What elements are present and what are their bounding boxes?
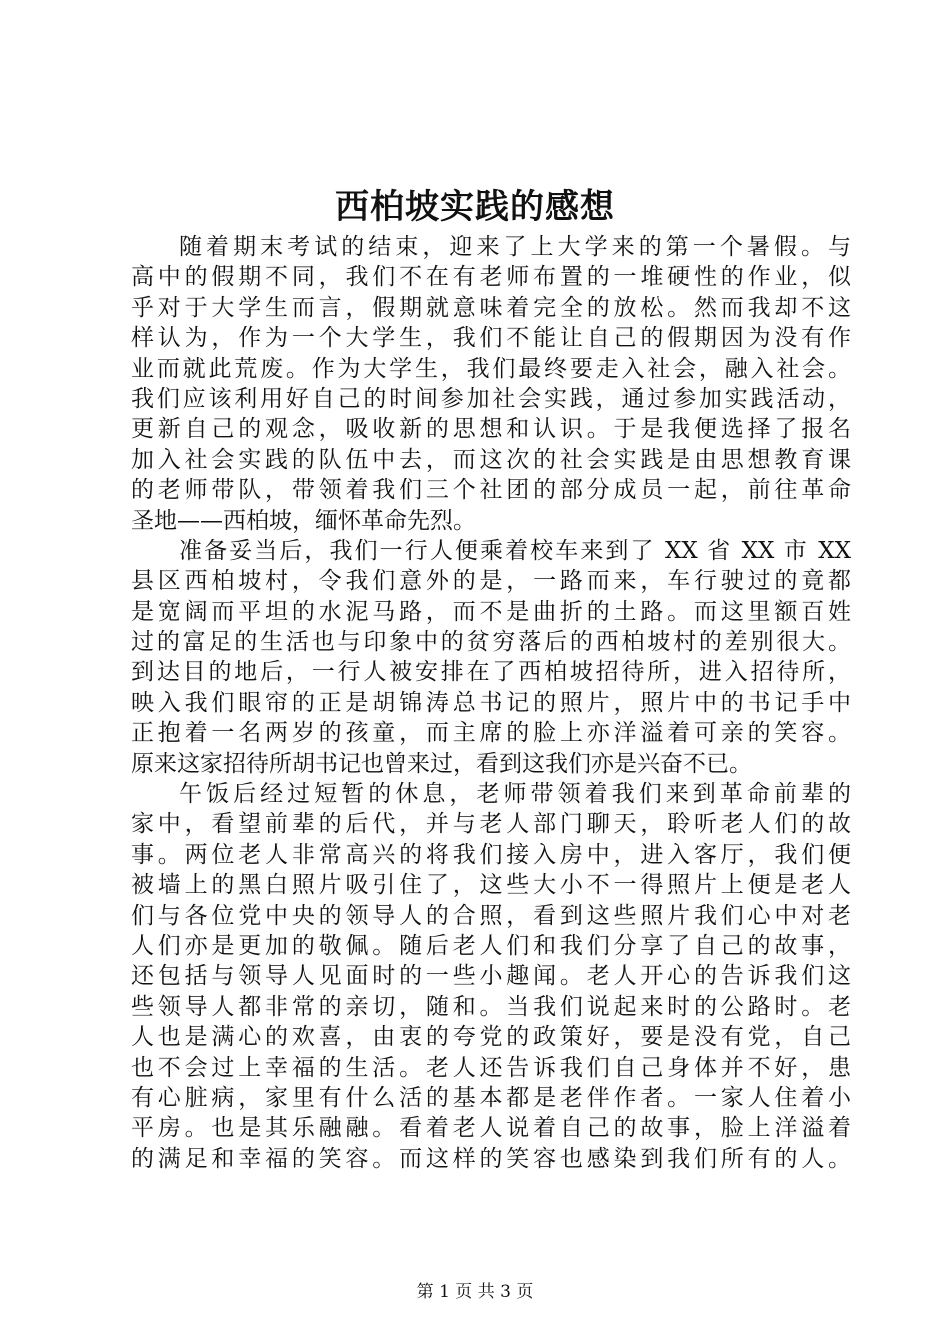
paragraph-3-line: 平房。也是其乐融融。看着老人说着自己的故事，脸上洋溢着: [131, 1115, 851, 1142]
paragraph-3-line: 午饭后经过短暂的休息，老师带领着我们来到革命前辈的: [179, 781, 851, 808]
paragraph-2-line: 准备妥当后，我们一行人便乘着校车来到了 XX 省 XX 市 XX: [179, 537, 851, 564]
page-number-footer: 第 1 页 共 3 页: [416, 1282, 534, 1302]
document-title: 西柏坡实践的感想: [335, 187, 615, 227]
paragraph-1-line: 我们应该利用好自己的时间参加社会实践，通过参加实践活动，: [131, 385, 851, 412]
paragraph-2-line: 县区西柏坡村，令我们意外的是，一路而来，车行驶过的竟都: [131, 568, 851, 595]
paragraph-1-line: 圣地——西柏坡，缅怀革命先烈。: [131, 507, 476, 534]
paragraph-1-line: 加入社会实践的队伍中去，而这次的社会实践是由思想教育课: [131, 446, 851, 473]
paragraph-1-line: 高中的假期不同，我们不在有老师布置的一堆硬性的作业，似: [131, 264, 851, 291]
paragraph-3-line: 有心脏病，家里有什么活的基本都是老伴作者。一家人住着小: [131, 1084, 851, 1111]
paragraph-2-line: 原来这家招待所胡书记也曾来过，看到这我们亦是兴奋不已。: [131, 750, 752, 777]
paragraph-2-line: 正抱着一名两岁的孩童，而主席的脸上亦洋溢着可亲的笑容。: [131, 720, 851, 747]
paragraph-3-line: 还包括与领导人见面时的一些小趣闻。老人开心的告诉我们这: [131, 963, 851, 990]
paragraph-2-line: 到达目的地后，一行人被安排在了西柏坡招待所，进入招待所，: [131, 659, 851, 686]
paragraph-1-line: 样认为，作为一个大学生，我们不能让自己的假期因为没有作: [131, 325, 851, 352]
paragraph-3-line: 也不会过上幸福的生活。老人还告诉我们自己身体并不好，患: [131, 1054, 851, 1081]
paragraph-3-line: 们与各位党中央的领导人的合照，看到这些照片我们心中对老: [131, 902, 851, 929]
paragraph-3-line: 人也是满心的欢喜，由衷的夸党的政策好，要是没有党，自己: [131, 1024, 851, 1051]
paragraph-2-line: 映入我们眼帘的正是胡锦涛总书记的照片，照片中的书记手中: [131, 689, 851, 716]
paragraph-1-line: 乎对于大学生而言，假期就意味着完全的放松。然而我却不这: [131, 294, 851, 321]
paragraph-2-line: 是宽阔而平坦的水泥马路，而不是曲折的土路。而这里额百姓: [131, 598, 851, 625]
paragraph-1-line: 随着期末考试的结束，迎来了上大学来的第一个暑假。与: [179, 234, 851, 260]
paragraph-1-line: 的老师带队，带领着我们三个社团的部分成员一起，前往革命: [131, 477, 851, 504]
paragraph-3-line: 些领导人都非常的亲切，随和。当我们说起来时的公路时。老: [131, 993, 851, 1020]
paragraph-1-line: 业而就此荒废。作为大学生，我们最终要走入社会，融入社会。: [131, 355, 851, 382]
paragraph-3-line: 人们亦是更加的敬佩。随后老人们和我们分享了自己的故事，: [131, 932, 851, 959]
document-body: [131, 232, 851, 1174]
paragraph-3-line: 家中，看望前辈的后代，并与老人部门聊天，聆听老人们的故: [131, 811, 851, 838]
paragraph-3-line: 事。两位老人非常高兴的将我们接入房中，进入客厅，我们便: [131, 841, 851, 868]
paragraph-3-line: 的满足和幸福的笑容。而这样的笑容也感染到我们所有的人。: [131, 1145, 851, 1172]
paragraph-2-line: 过的富足的生活也与印象中的贫穷落后的西柏坡村的差别很大。: [131, 629, 851, 656]
paragraph-1-line: 更新自己的观念，吸收新的思想和认识。于是我便选择了报名: [131, 416, 851, 443]
paragraph-3-line: 被墙上的黑白照片吸引住了，这些大小不一得照片上便是老人: [131, 872, 851, 899]
